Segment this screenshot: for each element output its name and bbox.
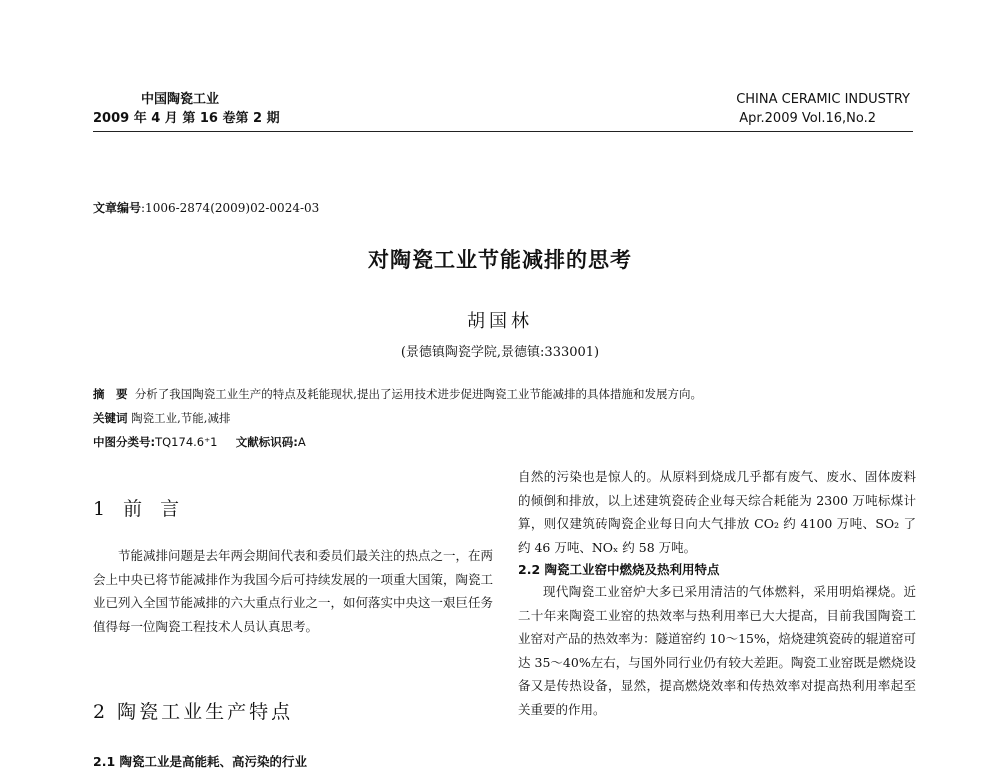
keywords-text: 陶瓷工业,节能,减排: [131, 411, 231, 425]
doc-code-label: 文献标识码:: [235, 435, 298, 449]
author-name: 胡国林: [467, 311, 533, 332]
clc-value: TQ174.6⁺1: [155, 435, 218, 449]
section-2-2-paragraph: 现代陶瓷工业窑炉大多已采用清洁的气体燃料，采用明焰裸烧。近二十年来陶瓷工业窑的热效率与热利用率已大大提高，目前我国陶瓷工业窑对产品的热效率为：隧道窑约 10～15%，焙烧建筑瓷砖的辊道窑可达 35～40%左右，与国外同行业仍有较大差距。陶瓷工业窑既是燃烧设备又是传热设备，显然，提高燃烧效率和传热效率对提高热利用率起至关重要的作用。: [518, 584, 916, 717]
abstract-text: 分析了我国陶瓷工业生产的特点及耗能现状,提出了运用技术进步促进陶瓷工业节能减排的具体措施和发展方向。: [134, 387, 702, 401]
author-affiliation: (景德镇陶瓷学院,景德镇:333001): [400, 345, 600, 360]
doc-code-value: A: [297, 435, 306, 449]
section-1-heading: 1 前 言: [93, 498, 186, 520]
article-title: 对陶瓷工业节能减排的思考: [368, 248, 632, 272]
abstract: [93, 386, 702, 402]
section-1-paragraph: 节能减排问题是去年两会期间代表和委员们最关注的热点之一，在两会上中央已将节能减排作为我国今后可持续发展的一项重大国策，陶瓷工业已列入全国节能减排的六大重点行业之一，如何落实中央这一艰巨任务值得每一位陶瓷工程技术人员认真思考。: [93, 548, 494, 634]
section-2-heading: 2 陶瓷工业生产特点: [93, 701, 294, 723]
clc-label: 中图分类号:: [93, 435, 156, 449]
continued-paragraph: 自然的污染也是惊人的。从原料到烧成几乎都有废气、废水、固体废料的倾倒和排放，以上述建筑瓷砖企业每天综合耗能为 2300 万吨标煤计算，则仅建筑砖陶瓷企业每日向大气排放 CO₂ 约 4100 万吨、SO₂ 了约 46 万吨、NOₓ 约 58 万吨。: [518, 469, 916, 555]
journal-name-cn: 中国陶瓷工业: [141, 92, 220, 107]
issue-info-cn: 2009 年 4 月 第 16 卷第 2 期: [93, 111, 280, 126]
article-number: [93, 199, 319, 216]
keywords-label: 关键词: [93, 411, 128, 425]
header-rule: [93, 131, 913, 132]
article-number-value: :1006-2874(2009)02-0024-03: [141, 201, 320, 215]
classification: [93, 434, 306, 450]
issue-info-en: Apr.2009 Vol.16,No.2: [739, 111, 876, 126]
keywords: [93, 410, 230, 426]
abstract-label: 摘 要: [93, 387, 128, 401]
journal-name-en: CHINA CERAMIC INDUSTRY: [736, 92, 910, 107]
section-2-1-heading: 2.1 陶瓷工业是高能耗、高污染的行业: [93, 754, 307, 769]
article-number-label: 文章编号: [93, 201, 142, 215]
section-2-2-heading: 2.2 陶瓷工业窑中燃烧及热利用特点: [518, 562, 720, 577]
